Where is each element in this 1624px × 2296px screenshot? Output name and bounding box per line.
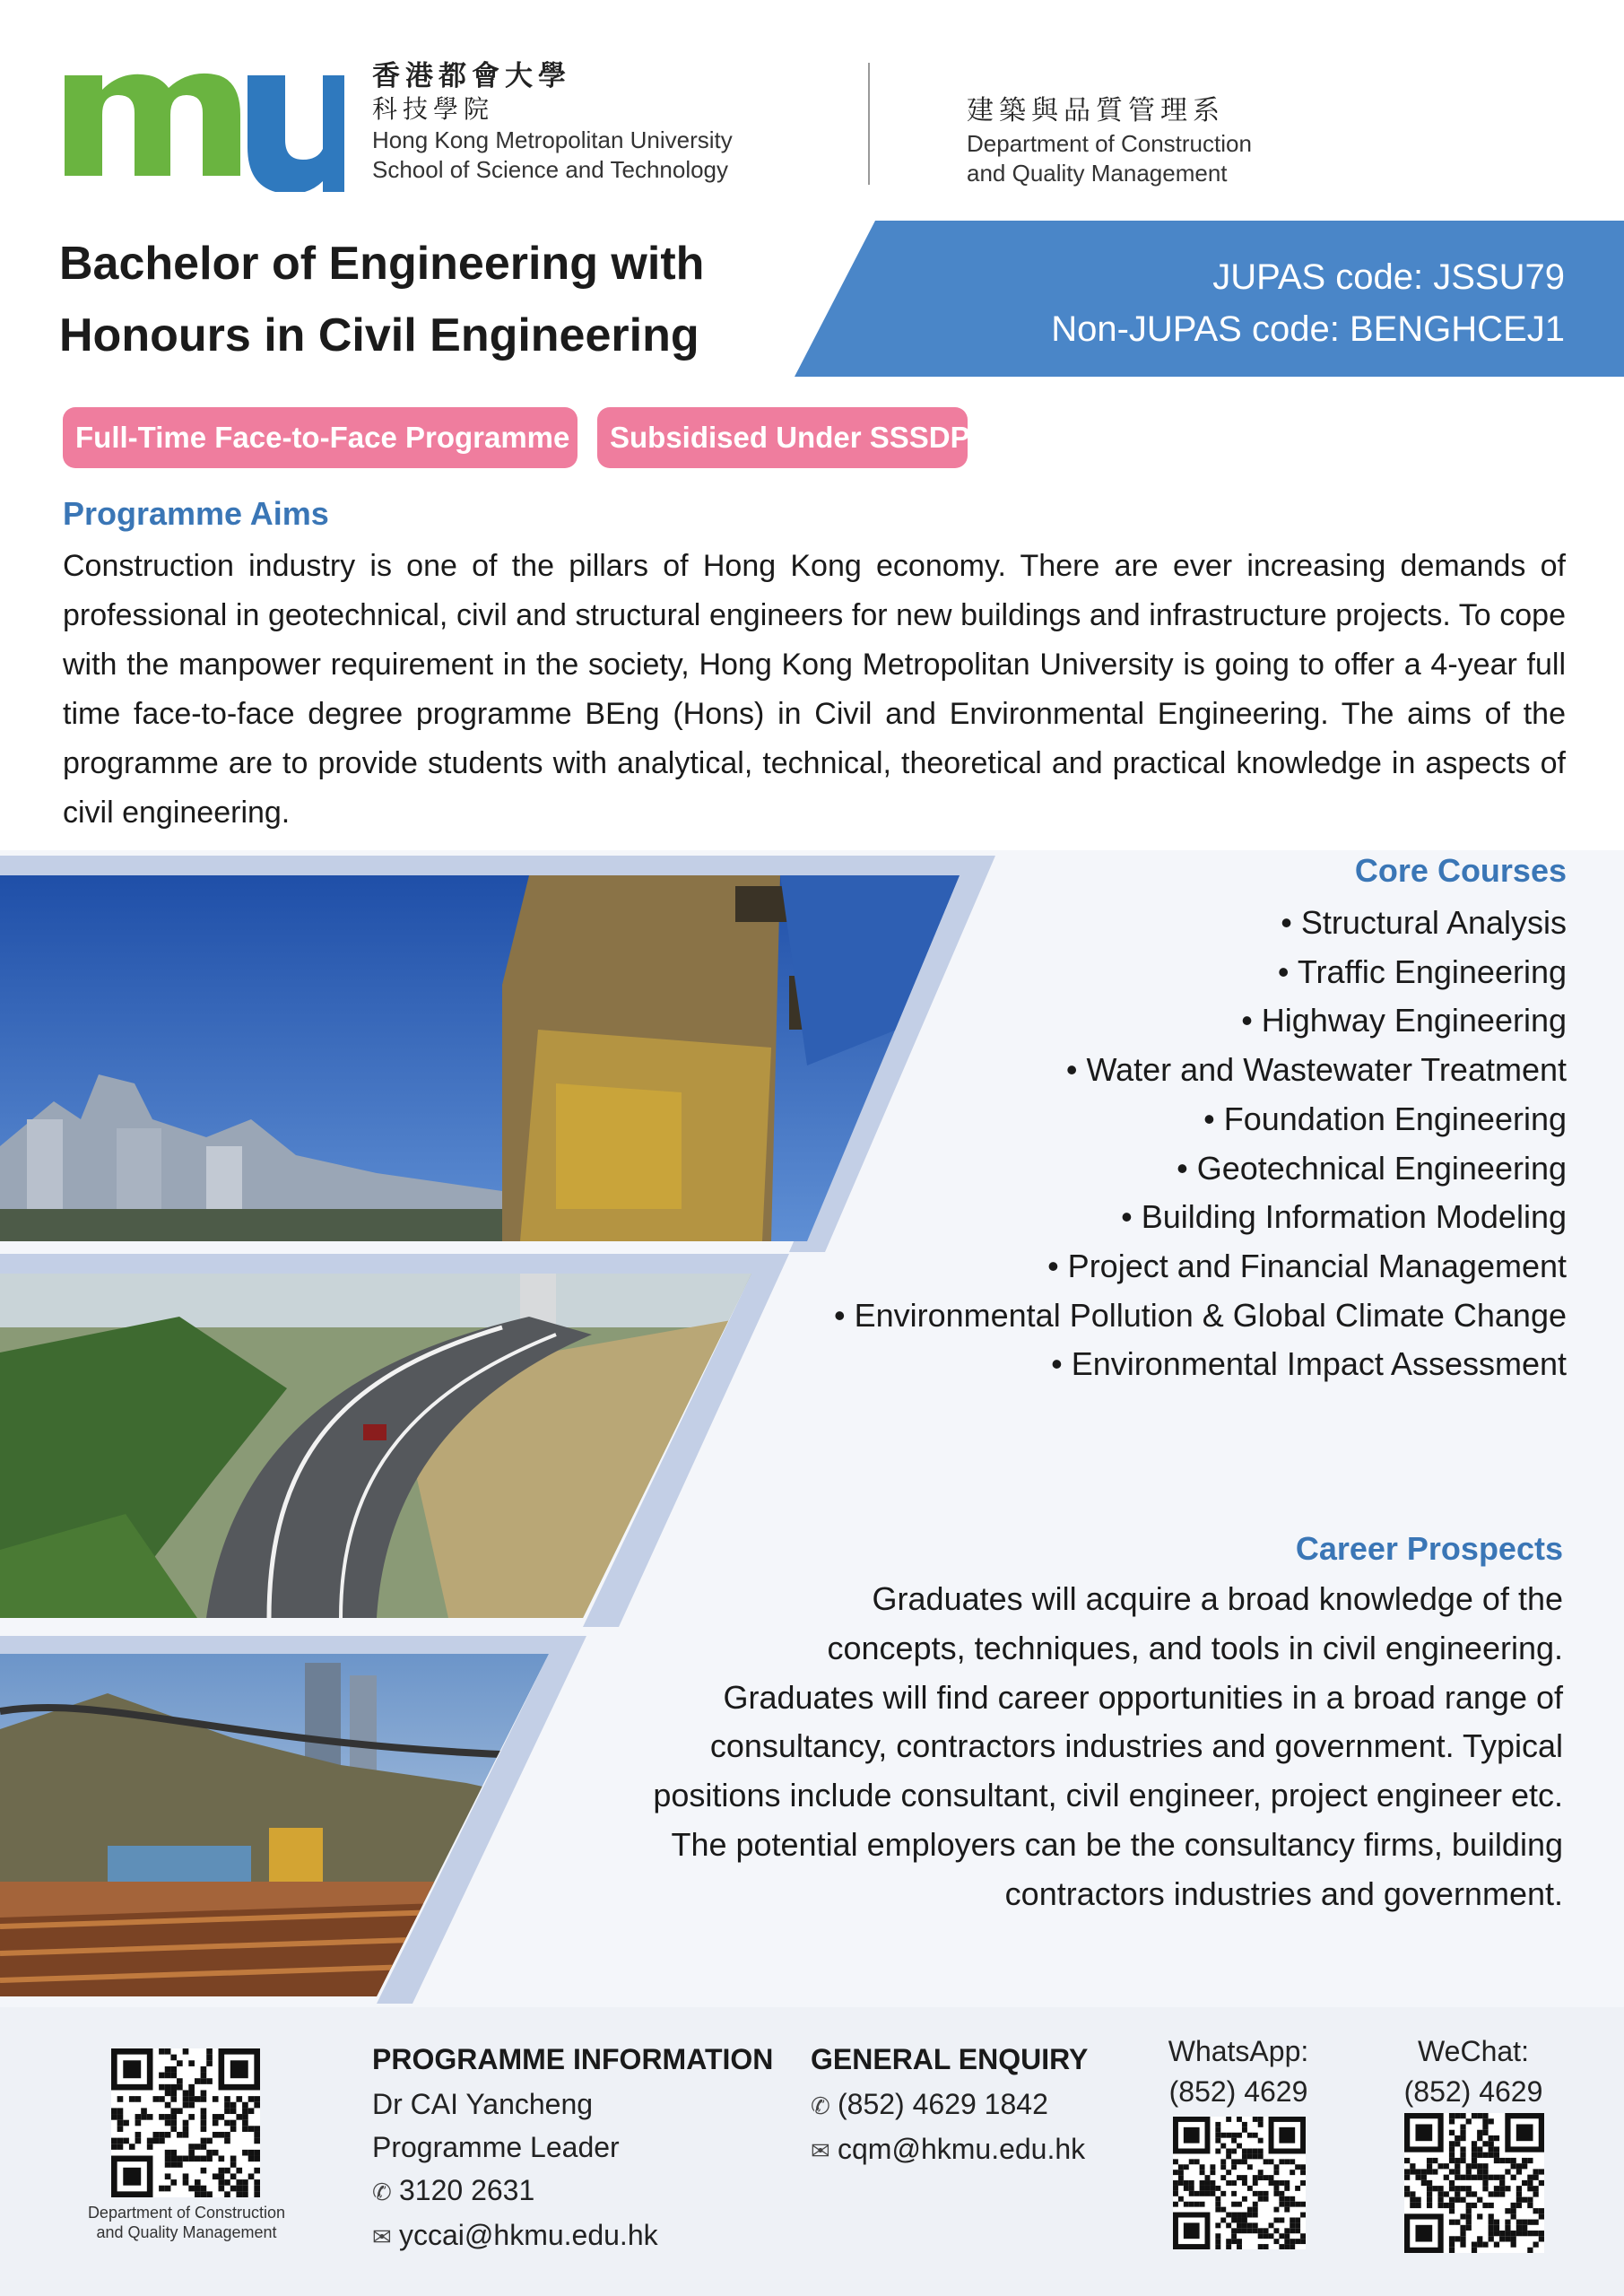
list-item: • Traffic Engineering [1277, 952, 1567, 990]
non-jupas-code: Non-JUPAS code: BENGHCEJ1 [1051, 309, 1565, 349]
contact-email[interactable] [372, 2213, 773, 2258]
header-divider [868, 63, 870, 185]
programme-title-line2: Honours in Civil Engineering [59, 309, 699, 361]
aims-text: Construction industry is one of the pillars of Hong Kong economy. There are ever increasing demands of professional in geotechnical, civil and structural engineers for new buildings and infrastructure projects. To cope with the manpower requirement in the society, Hong Kong Metropolitan University is going to offer a 4-year full time face-to-face degree programme BEng (Hons) in Civil and Environmental Engineering. The aims of the programme are to provide students with analytical, technical, theoretical and practical knowledge in aspects of civil engineering. [63, 549, 1566, 830]
university-name-en: Hong Kong Metropolitan University [372, 126, 733, 153]
core-courses-list [834, 899, 1567, 1389]
enquiry-email[interactable] [811, 2127, 1088, 2172]
programme-information [372, 2039, 773, 2258]
career-line: contractors industries and government. [1004, 1874, 1563, 1912]
list-item: • Project and Financial Management [1047, 1247, 1567, 1284]
career-prospects-text [577, 1575, 1563, 1919]
contact-phone-number: 3120 2631 [399, 2174, 535, 2206]
hkmu-logo [59, 57, 346, 192]
programme-codes [1051, 251, 1565, 355]
list-item: • Water and Wastewater Treatment [1065, 1051, 1567, 1089]
wechat-label: WeChat: [1418, 2035, 1529, 2067]
whatsapp-number: (852) 4629 [1168, 2075, 1308, 2108]
school-name-en: School of Science and Technology [372, 156, 729, 183]
general-enquiry [811, 2039, 1088, 2172]
wechat-qr-code[interactable] [1404, 2113, 1544, 2253]
phone-icon: ✆ [372, 2179, 392, 2205]
enquiry-phone-number: (852) 4629 1842 [838, 2088, 1048, 2120]
programme-title-line1: Bachelor of Engineering with [59, 238, 705, 290]
whatsapp-qr-code[interactable] [1173, 2117, 1306, 2249]
aims-title: Programme Aims [63, 495, 329, 532]
core-courses-title: Core Courses [1354, 852, 1567, 889]
university-name-block [372, 59, 733, 185]
department-name-en-line2: and Quality Management [967, 160, 1228, 187]
email-icon: ✉ [372, 2223, 392, 2250]
contact-email-address: yccai@hkmu.edu.hk [399, 2219, 658, 2251]
career-line: Graduates will acquire a broad knowledge of the [872, 1580, 1563, 1617]
contact-phone[interactable] [372, 2169, 773, 2213]
email-icon: ✉ [811, 2137, 830, 2164]
list-item: • Highway Engineering [1241, 1002, 1567, 1039]
career-line: positions include consultant, civil engineer, project engineer etc. [653, 1777, 1563, 1814]
qr-caption-line2: and Quality Management [96, 2223, 277, 2241]
list-item: • Environmental Impact Assessment [1051, 1345, 1567, 1383]
phone-icon: ✆ [811, 2092, 830, 2119]
department-name-zh: 建築與品質管理系 [967, 95, 1225, 126]
department-name-block [967, 93, 1252, 188]
list-item: • Building Information Modeling [1121, 1198, 1567, 1236]
department-qr-code[interactable] [111, 2048, 260, 2197]
contact-name: Dr CAI Yancheng [372, 2088, 594, 2120]
programme-title [59, 228, 830, 371]
enquiry-email-address: cqm@hkmu.edu.hk [838, 2133, 1086, 2165]
career-line: consultancy, contractors industries and government. Typical [709, 1727, 1563, 1765]
jupas-code: JUPAS code: JSSU79 [1212, 257, 1565, 297]
list-item: • Environmental Pollution & Global Climate Change [833, 1296, 1567, 1334]
tag-subsidised: Subsidised Under SSSDP [597, 407, 968, 468]
tag-full-time: Full-Time Face-to-Face Programme [63, 407, 578, 468]
qr-caption-line1: Department of Construction [87, 2204, 286, 2222]
career-line: Graduates will find career opportunities in a broad range of [723, 1678, 1563, 1716]
list-item: • Structural Analysis [1281, 904, 1567, 941]
department-name-en-line1: Department of Construction [967, 130, 1252, 157]
career-line: The potential employers can be the consultancy firms, building [671, 1825, 1563, 1863]
school-name-zh: 科技學院 [372, 94, 495, 124]
enquiry-phone[interactable] [811, 2083, 1088, 2127]
contact-role: Programme Leader [372, 2131, 620, 2163]
list-item: • Foundation Engineering [1203, 1100, 1567, 1137]
general-enquiry-title: GENERAL ENQUIRY [811, 2043, 1089, 2075]
building-under-construction-photo [0, 875, 960, 1241]
programme-information-title: PROGRAMME INFORMATION [372, 2043, 774, 2075]
career-line: concepts, techniques, and tools in civil engineering. [827, 1629, 1563, 1666]
wechat-number: (852) 4629 [1403, 2075, 1543, 2108]
university-name-zh: 香港都會大學 [372, 60, 571, 92]
whatsapp-label: WhatsApp: [1168, 2035, 1309, 2067]
list-item: • Geotechnical Engineering [1177, 1149, 1567, 1187]
career-prospects-title: Career Prospects [1295, 1530, 1563, 1567]
department-qr-caption [54, 2203, 319, 2242]
